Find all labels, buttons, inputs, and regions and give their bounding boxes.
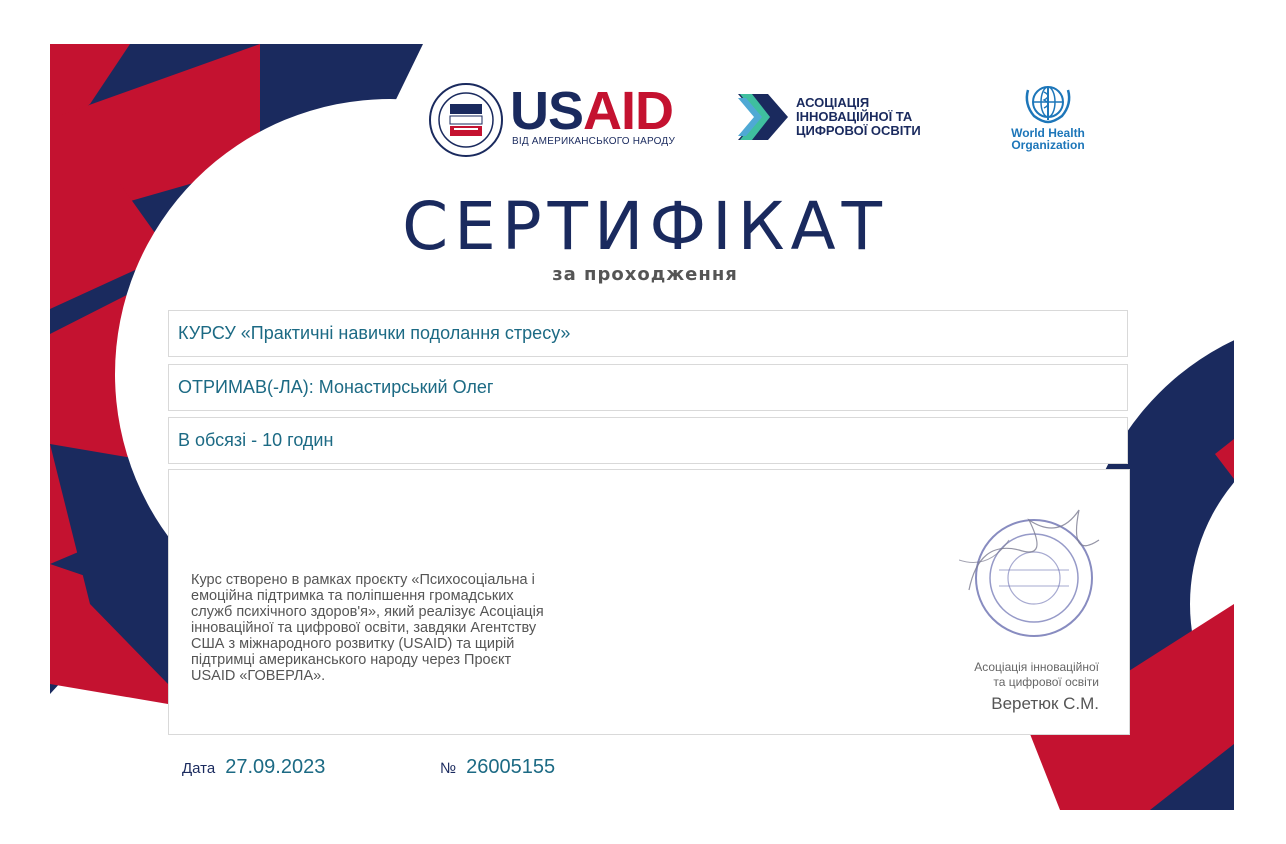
recipient-text: ОТРИМАВ(-ЛА): Монастирський Олег — [178, 377, 494, 397]
description-box — [168, 469, 1130, 735]
course-field — [168, 310, 1128, 357]
who-line-1: World Health — [1011, 126, 1085, 140]
course-description: Курс створено в рамках проєкту «Психосоціальна і емоційна підтримка та поліпшення громадських служб психічного здоров'я», який реалізує Асоціація інноваційної та цифрової освіти, завдяки Агентству США з міжнародного розвитку (USAID) та щирій підтримці американського народу через Проєкт USAID «ГОВЕРЛА». — [191, 572, 544, 684]
signature-org-line-1: Асоціація інноваційної — [974, 660, 1099, 674]
usaid-word-us: US — [510, 81, 584, 141]
who-name — [1000, 127, 1096, 151]
signature-org-line-2: та цифрової освіти — [993, 675, 1099, 689]
logo-bar — [50, 44, 1234, 174]
certificate-subtitle: за проходження — [552, 264, 738, 285]
usaid-word-aid: AID — [583, 81, 674, 141]
association-line-3: ЦИФРОВОЇ ОСВІТИ — [796, 123, 921, 138]
recipient-field — [168, 364, 1128, 411]
association-name — [796, 96, 921, 138]
signer-name: Веретюк С.М. — [991, 694, 1099, 713]
certificate-title: СЕРТИФІКАТ — [402, 188, 888, 265]
certificate — [50, 44, 1234, 810]
signature-organization — [899, 660, 1099, 690]
volume-field — [168, 417, 1128, 464]
who-line-2: Organization — [1011, 138, 1085, 152]
usaid-seal-icon — [428, 82, 504, 158]
number-label: № — [440, 760, 457, 777]
date-label: Дата — [182, 760, 216, 777]
association-chevron-icon — [738, 94, 794, 140]
who-emblem-icon — [1022, 82, 1074, 126]
association-line-1: АСОЦІАЦІЯ — [796, 95, 870, 110]
number-block — [440, 756, 555, 779]
date-value: 27.09.2023 — [225, 756, 326, 778]
number-value: 26005155 — [466, 756, 556, 778]
usaid-tagline: ВІД АМЕРИКАНСЬКОГО НАРОДУ — [512, 136, 676, 147]
volume-text: В обсязі - 10 годин — [178, 430, 334, 450]
association-line-2: ІННОВАЦІЙНОЇ ТА — [796, 109, 913, 124]
course-text: КУРСУ «Практичні навички подолання стресу» — [178, 323, 571, 343]
round-stamp-icon — [959, 500, 1109, 650]
date-block — [182, 756, 325, 779]
